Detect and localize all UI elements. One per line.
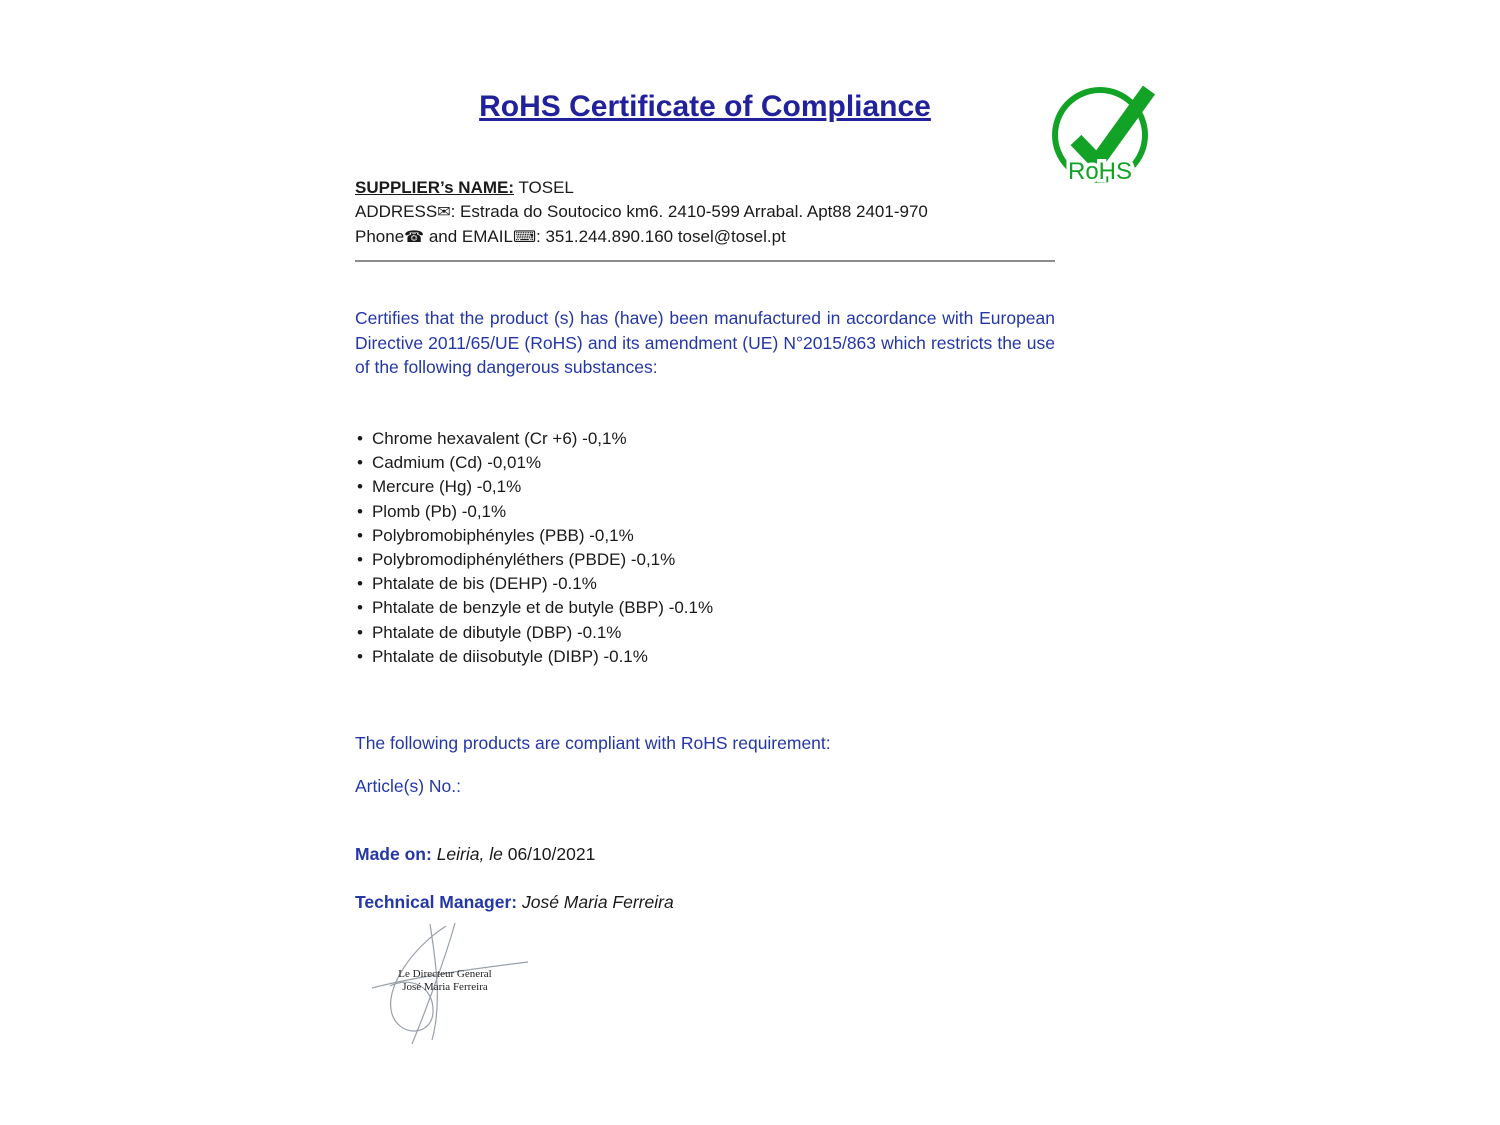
supplier-name-line [355, 176, 928, 200]
address-label: ADDRESS [355, 202, 438, 221]
page-title: RoHS Certificate of Compliance [479, 90, 931, 123]
substances-list [357, 427, 713, 669]
logo-checkmark-icon [1076, 90, 1149, 162]
supplier-name-value: TOSEL [518, 178, 574, 197]
signature-caption [370, 968, 520, 994]
phone-icon: ☎ [404, 229, 425, 246]
envelope-icon: ✉ [437, 204, 451, 221]
supplier-contact-line [355, 225, 928, 250]
certificate-content [355, 0, 1055, 1125]
substance-item: • Phtalate de bis (DEHP) -0.1% [357, 572, 713, 596]
substance-item: • Phtalate de benzyle et de butyle (BBP) -0.1% [357, 596, 713, 620]
substance-item: • Polybromodiphényléthers (PBDE) -0,1% [357, 548, 713, 572]
phone-label: Phone [355, 227, 405, 246]
made-on-place: Leiria, le [436, 844, 503, 864]
substance-item: • Cadmium (Cd) -0,01% [357, 451, 713, 475]
substance-item: • Phtalate de dibutyle (DBP) -0.1% [357, 621, 713, 645]
computer-icon: ⌨ [512, 229, 537, 246]
rohs-logo-graphic [1050, 80, 1160, 190]
supplier-name-label: SUPPLIER’s NAME: [355, 178, 515, 197]
supplier-address-line [355, 200, 928, 225]
manager-label: Technical Manager: [355, 892, 518, 912]
manager-name: José Maria Ferreira [521, 892, 674, 912]
signature-caption-line2: José Maria Ferreira [402, 981, 488, 993]
substance-item: • Plomb (Pb) -0,1% [357, 500, 713, 524]
logo-label: RoHS [1067, 158, 1133, 185]
substance-item: • Mercure (Hg) -0,1% [357, 475, 713, 499]
signature-block [360, 922, 535, 1047]
made-on-line [355, 844, 595, 865]
supplier-block [355, 176, 928, 250]
substance-item: • Phtalate de diisobutyle (DIBP) -0.1% [357, 645, 713, 669]
rohs-logo [1050, 80, 1160, 190]
divider-rule [355, 260, 1055, 262]
made-on-label: Made on: [355, 844, 432, 864]
compliance-line: The following products are compliant with RoHS requirement: [355, 733, 831, 753]
certification-statement: Certifies that the product (s) has (have) been manufactured in accordance with European Directive 2011/65/UE (RoHS) and its amendment (UE) N°2015/863 which restricts the use of the following dangerous substances: [355, 308, 1055, 377]
manager-line [355, 892, 674, 913]
articles-label: Article(s) No.: [355, 776, 461, 796]
signature-caption-line1: Le Directeur General [398, 968, 492, 980]
substance-item: • Polybromobiphényles (PBB) -0,1% [357, 524, 713, 548]
substance-item: • Chrome hexavalent (Cr +6) -0,1% [357, 427, 713, 451]
contact-value: : 351.244.890.160 tosel@tosel.pt [536, 227, 786, 246]
made-on-date: 06/10/2021 [507, 844, 596, 864]
address-value: : Estrada do Soutocico km6. 2410-599 Arrabal. Apt88 2401-970 [450, 202, 928, 221]
email-label: and EMAIL [424, 227, 513, 246]
